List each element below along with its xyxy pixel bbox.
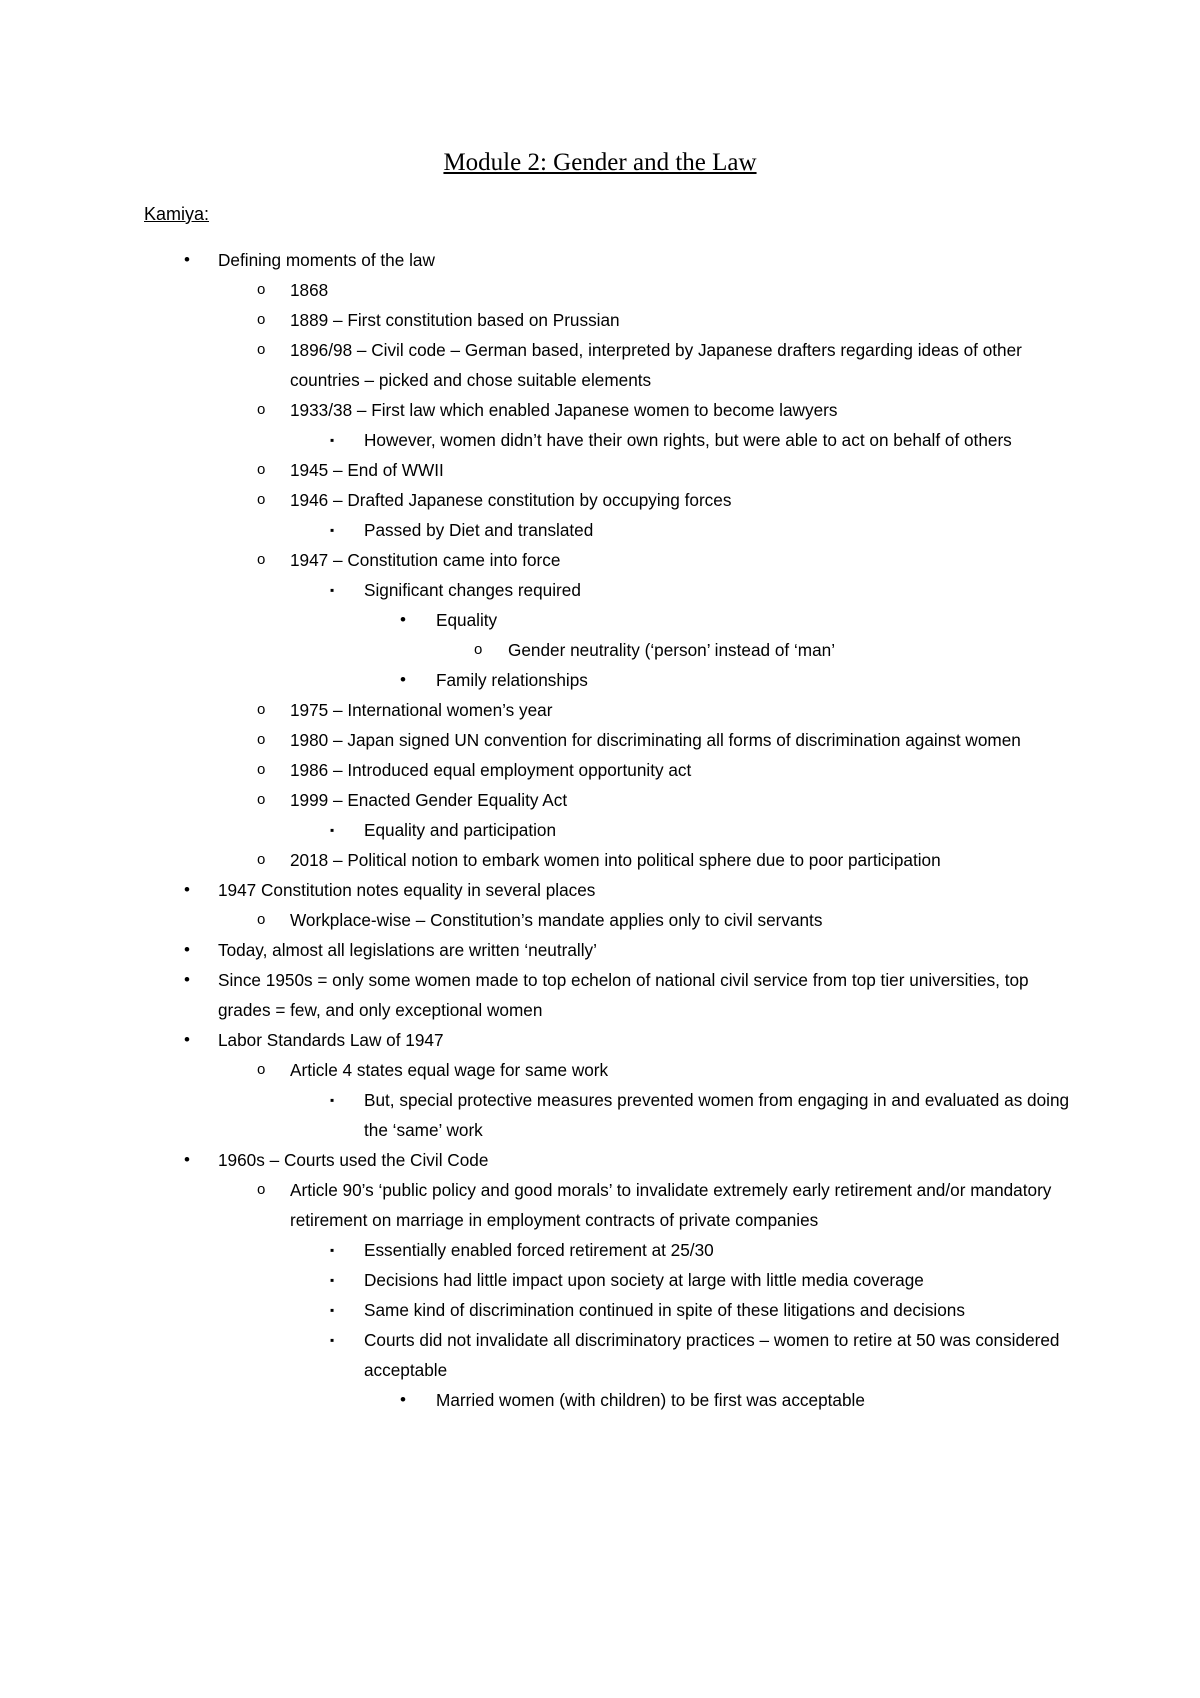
list-bullet-icon: o: [257, 401, 266, 418]
list-item-text: Today, almost all legislations are written ‘neutrally’: [218, 940, 597, 960]
list-item: [0, 905, 1200, 935]
list-item: [0, 815, 1200, 845]
list-bullet-icon: o: [257, 731, 266, 748]
list-bullet-icon: o: [257, 311, 266, 328]
list-item-text: Essentially enabled forced retirement at 25/30: [364, 1240, 714, 1260]
list-item: [0, 875, 1200, 905]
list-bullet-icon: o: [257, 551, 266, 568]
list-bullet-icon: •: [400, 610, 406, 629]
list-item-text: 1868: [290, 280, 329, 300]
list-item: [0, 515, 1200, 545]
list-item-text: 1947 Constitution notes equality in several places: [218, 880, 596, 900]
list-item-text: Equality and participation: [364, 820, 557, 840]
list-bullet-icon: •: [184, 880, 190, 899]
list-item-text: Family relationships: [436, 670, 588, 690]
list-item-text: Article 4 states equal wage for same work: [290, 1060, 609, 1080]
list-bullet-icon: ▪: [330, 1093, 335, 1107]
list-item: [0, 425, 1200, 455]
list-bullet-icon: o: [257, 761, 266, 778]
list-item-text: Significant changes required: [364, 580, 581, 600]
list-item: [0, 845, 1200, 875]
list-item-text: Defining moments of the law: [218, 250, 435, 270]
list-bullet-icon: ▪: [330, 523, 335, 537]
list-item: [0, 1145, 1200, 1175]
list-bullet-icon: •: [184, 970, 190, 989]
list-bullet-icon: o: [257, 281, 266, 298]
list-bullet-icon: ▪: [330, 583, 335, 597]
list-item-text: 1896/98 – Civil code – German based, interpreted by Japanese drafters regarding ideas of other countries – picked and chose suitable elements: [290, 340, 1022, 390]
list-bullet-icon: •: [184, 1030, 190, 1049]
document-title: Module 2: Gender and the Law: [443, 149, 757, 176]
list-item: [0, 395, 1200, 425]
list-item: [0, 455, 1200, 485]
list-bullet-icon: •: [184, 940, 190, 959]
list-item: [0, 635, 1200, 665]
list-bullet-icon: •: [184, 250, 190, 269]
list-bullet-icon: o: [257, 491, 266, 508]
author-heading: Kamiya:: [144, 204, 210, 224]
list-item-text: Equality: [436, 610, 498, 630]
list-item: [0, 935, 1200, 965]
list-item: [0, 1025, 1200, 1055]
list-item-text: Labor Standards Law of 1947: [218, 1030, 444, 1050]
list-item-text: 2018 – Political notion to embark women into political sphere due to poor participation: [290, 850, 941, 870]
list-item-text: Workplace-wise – Constitution’s mandate applies only to civil servants: [290, 910, 823, 930]
list-item-text: But, special protective measures prevented women from engaging in and evaluated as doing the ‘same’ work: [364, 1090, 1070, 1140]
list-item-text: Passed by Diet and translated: [364, 520, 594, 540]
list-bullet-icon: o: [474, 641, 483, 658]
list-item-text: 1980 – Japan signed UN convention for discriminating all forms of discrimination against women: [290, 730, 1021, 750]
list-item: [0, 725, 1200, 755]
list-bullet-icon: ▪: [330, 823, 335, 837]
list-bullet-icon: o: [257, 341, 266, 358]
list-item: [0, 785, 1200, 815]
list-item: [0, 665, 1200, 695]
list-bullet-icon: •: [400, 670, 406, 689]
list-item: [0, 545, 1200, 575]
list-item: [0, 335, 1200, 395]
list-item: [0, 575, 1200, 605]
list-item-text: However, women didn’t have their own rights, but were able to act on behalf of others: [364, 430, 1012, 450]
list-item-text: 1986 – Introduced equal employment opportunity act: [290, 760, 692, 780]
list-bullet-icon: o: [257, 1061, 266, 1078]
list-item: [0, 1295, 1200, 1325]
list-item-text: 1975 – International women’s year: [290, 700, 553, 720]
list-item: [0, 1175, 1200, 1235]
list-item-text: 1946 – Drafted Japanese constitution by occupying forces: [290, 490, 732, 510]
list-bullet-icon: ▪: [330, 1303, 335, 1317]
list-bullet-icon: ▪: [330, 1333, 335, 1347]
list-item: [0, 605, 1200, 635]
list-bullet-icon: ▪: [330, 1273, 335, 1287]
list-item-text: 1945 – End of WWII: [290, 460, 444, 480]
list-item: [0, 1325, 1200, 1385]
list-bullet-icon: o: [257, 851, 266, 868]
list-item: [0, 1385, 1200, 1415]
list-item-text: Decisions had little impact upon society at large with little media coverage: [364, 1270, 924, 1290]
list-item-text: Courts did not invalidate all discriminatory practices – women to retire at 50 was considered acceptable: [364, 1330, 1060, 1380]
list-item-text: 1999 – Enacted Gender Equality Act: [290, 790, 568, 810]
list-bullet-icon: o: [257, 1181, 266, 1198]
list-item-text: Since 1950s = only some women made to top echelon of national civil service from top tier universities, top grades = few, and only exceptional women: [218, 970, 1029, 1020]
list-item-text: 1960s – Courts used the Civil Code: [218, 1150, 489, 1170]
list-item: [0, 1085, 1200, 1145]
list-item-text: Article 90’s ‘public policy and good morals’ to invalidate extremely early retirement and/or mandatory retirement on marriage in employment contracts of private companies: [290, 1180, 1052, 1230]
list-item: [0, 695, 1200, 725]
list-item-text: 1933/38 – First law which enabled Japanese women to become lawyers: [290, 400, 838, 420]
list-bullet-icon: ▪: [330, 1243, 335, 1257]
list-item-text: Gender neutrality (‘person’ instead of ‘man’: [508, 640, 836, 660]
list-item-text: 1889 – First constitution based on Prussian: [290, 310, 620, 330]
list-bullet-icon: •: [400, 1390, 406, 1409]
list-bullet-icon: o: [257, 911, 266, 928]
list-bullet-icon: o: [257, 461, 266, 478]
list-item: [0, 1235, 1200, 1265]
list-item: [0, 965, 1200, 1025]
list-bullet-icon: •: [184, 1150, 190, 1169]
list-item: [0, 1265, 1200, 1295]
list-item-text: 1947 – Constitution came into force: [290, 550, 561, 570]
list-item: [0, 485, 1200, 515]
outline-list: [0, 245, 1200, 1415]
list-item-text: Married women (with children) to be first was acceptable: [436, 1390, 865, 1410]
list-item: [0, 245, 1200, 275]
list-item: [0, 275, 1200, 305]
list-item-text: Same kind of discrimination continued in spite of these litigations and decisions: [364, 1300, 965, 1320]
list-bullet-icon: o: [257, 791, 266, 808]
list-bullet-icon: o: [257, 701, 266, 718]
list-item: [0, 755, 1200, 785]
list-item: [0, 1055, 1200, 1085]
list-bullet-icon: ▪: [330, 433, 335, 447]
list-item: [0, 305, 1200, 335]
